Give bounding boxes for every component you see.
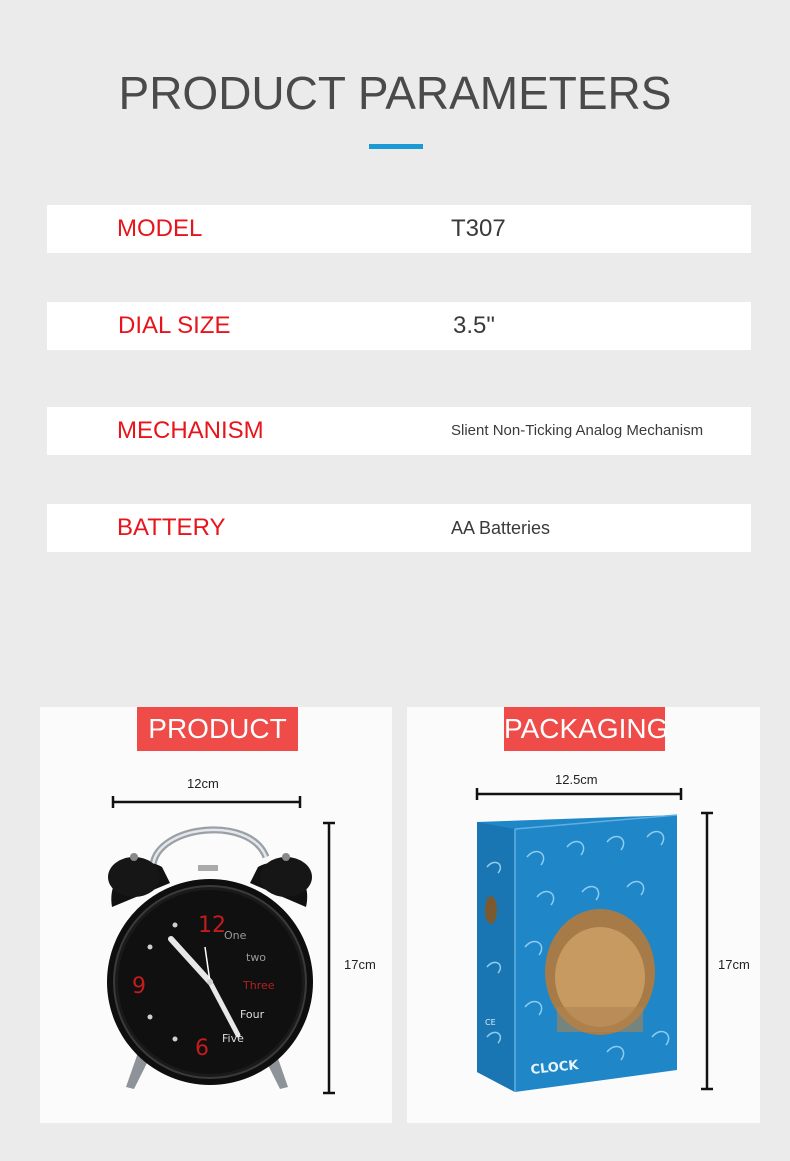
title-underline bbox=[369, 144, 423, 149]
word-four: Four bbox=[240, 1008, 265, 1021]
page-title: PRODUCT PARAMETERS bbox=[118, 67, 672, 119]
product-panel bbox=[40, 707, 392, 1123]
numeral-12: 12 bbox=[198, 913, 226, 938]
param-row-dial-size bbox=[47, 302, 751, 350]
param-value: AA Batteries bbox=[451, 518, 551, 538]
param-row-model bbox=[47, 205, 751, 253]
product-tag: PRODUCT bbox=[137, 707, 298, 751]
param-value: T307 bbox=[451, 215, 506, 242]
param-label: MODEL bbox=[117, 215, 203, 242]
param-row-mechanism bbox=[47, 407, 751, 455]
numeral-9: 9 bbox=[132, 974, 146, 999]
box-mark: CE bbox=[485, 1018, 496, 1027]
param-value: 3.5" bbox=[453, 312, 495, 339]
word-five: Five bbox=[222, 1032, 244, 1045]
product-illustration bbox=[40, 707, 392, 1123]
box-clock-text: CLOCK bbox=[529, 1058, 580, 1078]
param-label: MECHANISM bbox=[117, 417, 264, 444]
param-row-battery bbox=[47, 504, 751, 552]
packaging-tag: PACKAGING bbox=[504, 707, 665, 751]
product-height-label: 17cm bbox=[344, 957, 376, 972]
packaging-width-label: 12.5cm bbox=[555, 772, 598, 787]
word-three: Three bbox=[243, 979, 275, 992]
param-value: Slient Non-Ticking Analog Mechanism bbox=[451, 422, 704, 439]
packaging-height-label: 17cm bbox=[718, 957, 750, 972]
packaging-illustration bbox=[407, 707, 760, 1123]
product-width-label: 12cm bbox=[187, 776, 219, 791]
packaging-panel bbox=[407, 707, 760, 1123]
word-one: One bbox=[224, 929, 247, 942]
param-label: BATTERY bbox=[117, 514, 226, 541]
word-two: two bbox=[246, 951, 267, 964]
param-label: DIAL SIZE bbox=[118, 312, 231, 339]
numeral-6: 6 bbox=[195, 1036, 209, 1061]
